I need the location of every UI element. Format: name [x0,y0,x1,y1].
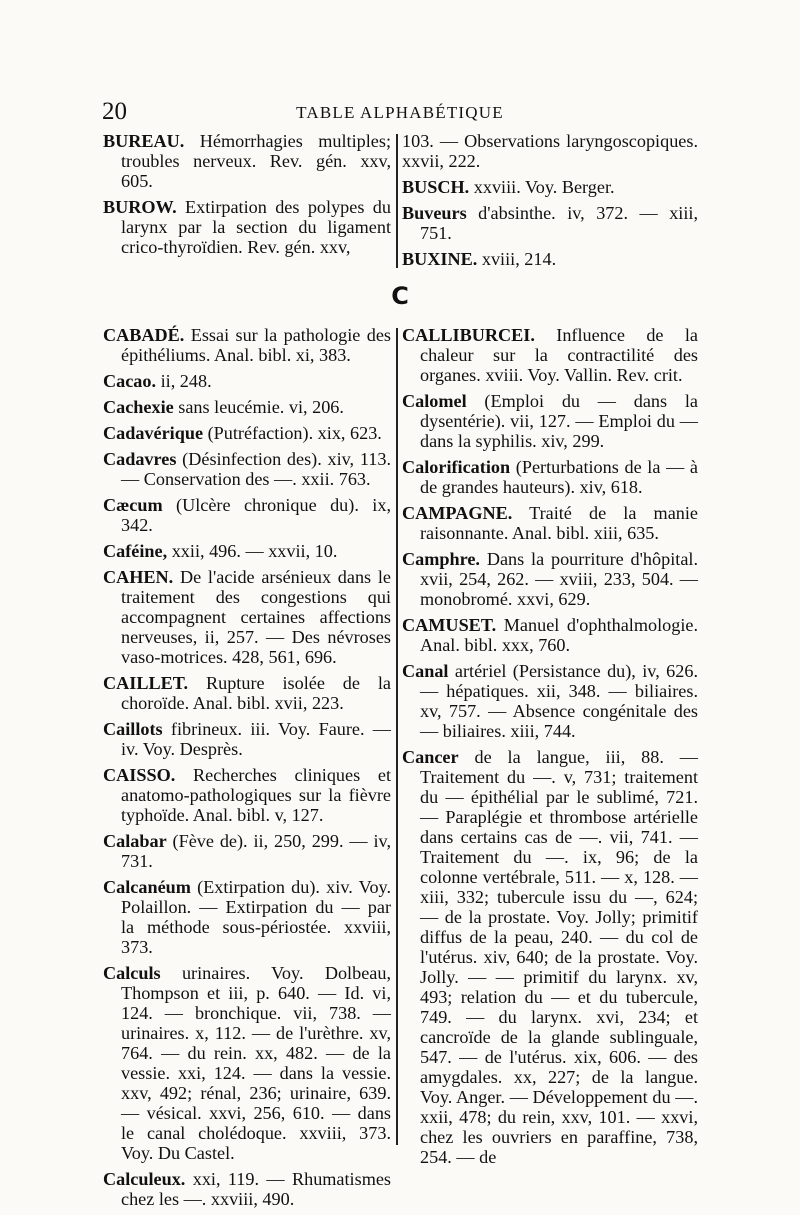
entry-text: de la langue, iii, 88. — Traitement du —. v, 731; traitement du — épithélial par le sublimé, 721. — Paraplégie et thrombose artérielle dans certains cas de —. vii, 741. — Traitement du —. ix, 96; de la colonne vertébrale, 511. — x, 128. — xiii, 332; tubercule issu du —, 624; — de la prostate. Voy. Jolly; primitif diffus de la peau, 240. — du col de l'utérus. xiv, 640; de la prostate. Voy. Jolly. — — primitif du larynx. xv, 493; relation du — et du tubercule, 749. — du larynx. xvi, 234; et cancroïde de la glande sublinguale, 547. — de l'utérus. xix, 606. — des amygdales. xx, 227; de la langue. Voy. Anger. — Développement du —. xxii, 478; du rein, xxv, 101. — xxvi, chez les ouvriers en paraffine, 738, 254. — de [420,747,698,1167]
entry-text: (Désinfection des). xiv, 113. — Conservation des —. xxii. 763. [121,449,391,489]
entry-headword: Cacao. [103,371,157,391]
entry-text: ii, 248. [156,371,212,391]
entry-headword: Canal [402,661,449,681]
entry-headword: Calorification [402,457,511,477]
entry-headword: Calcanéum [103,877,191,897]
index-entry [402,391,698,451]
index-entry [103,877,391,957]
index-entry [103,397,391,417]
index-entry [103,831,391,871]
entry-headword: CAISSO. [103,765,176,785]
index-entry [402,615,698,655]
entry-text: (Putréfaction). xix, 623. [203,423,382,443]
entry-text: artériel (Persistance du), iv, 626. — hépatiques. xii, 348. — biliaires. xv, 757. — Absence congénitale des — biliaires. xiii, 744. [420,661,698,741]
entry-headword: CALLIBURCEI. [402,325,535,345]
entry-text: xxi, 119. — Rhumatismes chez les —. xxviii, 490. [121,1169,391,1209]
column-divider-main [396,328,398,1145]
entry-text: 103. — Observations laryngoscopiques. xxvii, 222. [402,131,698,171]
entry-text: Influence de la chaleur sur la contractilité des organes. xviii. Voy. Vallin. Rev. crit. [420,325,698,385]
entry-text: Recherches cliniques et anatomo-pathologiques sur la fièvre typhoïde. Anal. bibl. v, 127. [121,765,391,825]
column-divider-top [396,134,398,268]
section-letter-c: C [391,282,409,310]
index-entry [103,1169,391,1209]
entry-headword: Cancer [402,747,459,767]
index-entry [402,549,698,609]
page-number: 20 [102,98,127,125]
index-entry [103,131,391,191]
index-entry [402,177,698,197]
entry-text: Manuel d'ophthalmologie. Anal. bibl. xxx, 760. [420,615,698,655]
entry-headword: Camphre. [402,549,480,569]
index-entry [103,765,391,825]
entry-text: Dans la pourriture d'hôpital. xvii, 254, 262. — xviii, 233, 504. — monobromé. xxvi, 629. [420,549,698,609]
right-column-b-entries [402,131,698,275]
entry-headword: Cadavres [103,449,177,469]
entry-text: (Ulcère chronique du). ix, 342. [121,495,391,535]
index-entry [402,203,698,243]
index-entry [402,747,698,1167]
entry-headword: CAHEN. [103,567,174,587]
index-entry [103,567,391,667]
entry-headword: CAMPAGNE. [402,503,513,523]
entry-text: fibrineux. iii. Voy. Faure. — iv. Voy. Desprès. [121,719,391,759]
index-entry [103,449,391,489]
entry-text: sans leucémie. vi, 206. [173,397,344,417]
index-entry [103,541,391,561]
entry-headword: Calabar [103,831,167,851]
entry-text: Essai sur la pathologie des épithéliums. Anal. bibl. xi, 383. [121,325,391,365]
left-column-c-entries [103,325,391,1215]
entry-headword: Cæcum [103,495,163,515]
entry-text: De l'acide arsénieux dans le traitement des congestions qui accompagnent certaines affections nerveuses, ii, 257. — Des névroses vaso-motrices. 428, 561, 696. [121,567,391,667]
index-entry [103,719,391,759]
entry-headword: Buveurs [402,203,467,223]
entry-headword: Cachexie [103,397,174,417]
index-entry [103,423,391,443]
right-column-c-entries [402,325,698,1173]
entry-text: (Extirpation du). xiv. Voy. Polaillon. — Extirpation du — par la méthode sous-périostée. xxviii, 373. [121,877,391,957]
index-entry [103,197,391,257]
index-entry [402,249,698,269]
entry-headword: Cadavérique [103,423,204,443]
entry-text: xxii, 496. — xxvii, 10. [167,541,338,561]
entry-headword: CAILLET. [103,673,189,693]
entry-text: d'absinthe. iv, 372. — xiii, 751. [420,203,698,243]
running-header [102,98,698,128]
entry-headword: Caillots [103,719,163,739]
entry-text: xviii, 214. [477,249,557,269]
entry-text: Traité de la manie raisonnante. Anal. bibl. xiii, 635. [420,503,698,543]
entry-headword: Calculeux. [103,1169,186,1189]
index-entry [402,131,698,171]
index-entry [103,371,391,391]
entry-headword: BUREAU. [103,131,185,151]
index-entry [402,661,698,741]
entry-text: Extirpation des polypes du larynx par la section du ligament crico-thyroïdien. Rev. gén. xxv, [121,197,391,257]
entry-text: xxviii. Voy. Berger. [469,177,615,197]
entry-headword: CABADÉ. [103,325,185,345]
entry-headword: CAMUSET. [402,615,497,635]
entry-text: (Fève de). ii, 250, 299. — iv, 731. [121,831,391,871]
entry-headword: BUXINE. [402,249,478,269]
index-entry [402,503,698,543]
entry-headword: BUROW. [103,197,177,217]
index-entry [103,673,391,713]
index-entry [103,325,391,365]
entry-text: Rupture isolée de la choroïde. Anal. bibl. xvii, 223. [121,673,391,713]
entry-headword: BUSCH. [402,177,470,197]
entry-headword: Caféine, [103,541,168,561]
index-entry [402,325,698,385]
index-entry [103,495,391,535]
entry-headword: Calculs [103,963,161,983]
entry-text: urinaires. Voy. Dolbeau, Thompson et iii, p. 640. — Id. vi, 124. — bronchique. vii, 738. — urinaires. x, 112. — de l'urèthre. xv, 764. — du rein. xx, 482. — de la vessie. xxi, 124. — dans la vessie. xxv, 492; rénal, 236; urinaire, 639. — vésical. xxvi, 256, 610. — dans le canal cholédoque. xxviii, 373. Voy. Du Castel. [121,963,391,1163]
entry-text: (Emploi du — dans la dysentérie). vii, 127. — Emploi du — dans la syphilis. xiv, 299. [420,391,698,451]
running-title: TABLE ALPHABÉTIQUE [296,103,504,122]
index-entry [103,963,391,1163]
left-column-b-entries [103,131,391,263]
entry-text: (Perturbations de la — à de grandes hauteurs). xiv, 618. [420,457,698,497]
entry-text: Hémorrhagies multiples; troubles nerveux. Rev. gén. xxv, 605. [121,131,391,191]
index-entry [402,457,698,497]
entry-headword: Calomel [402,391,467,411]
